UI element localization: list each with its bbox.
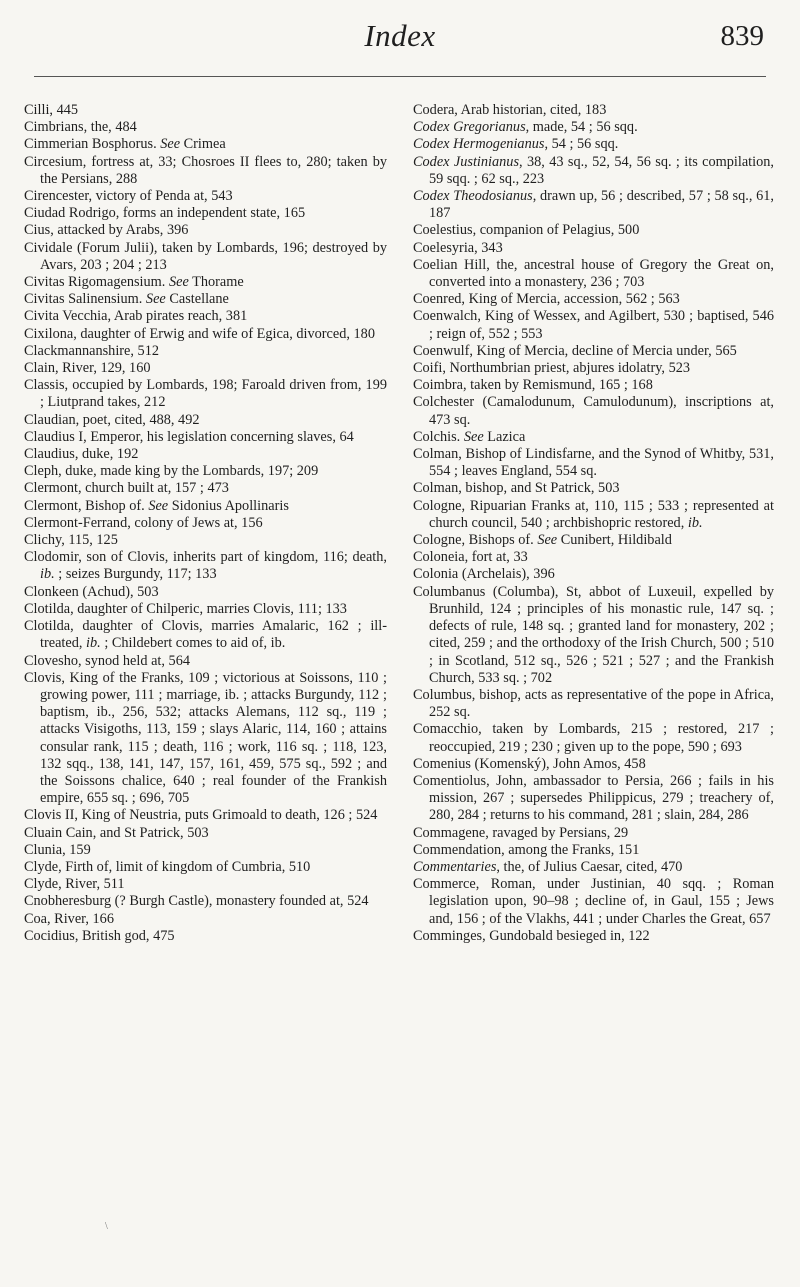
index-entry-text: Clovis II, King of Neustria, puts Grimoald to death, 126 ; 524 [24, 807, 378, 824]
index-entry-text: Codera, Arab historian, cited, 183 [413, 102, 607, 118]
index-entry-text: Coa, River, 166 [24, 910, 114, 927]
index-entry [413, 532, 774, 549]
index-entry [24, 377, 387, 411]
index-entry-text: Colchester (Camalodunum, Camulodunum), inscriptions at, 473 sq. [413, 394, 774, 428]
index-entry-see: ib. [687, 514, 703, 531]
index-entry-text: Comentiolus, John, ambassador to Persia, 266 ; fails in his mission, 267 ; supersedes Philippicus, 279 ; treachery of, 280, 284 ; returns to his command, 281 ; slain, 284, 286 [413, 772, 774, 824]
index-entry-see: See [160, 136, 181, 153]
index-entry-text: , the, of Julius Caesar, cited, 470 [496, 858, 683, 875]
index-entry-text: Lazica [483, 428, 526, 445]
index-entry [413, 136, 774, 153]
index-entry [413, 154, 774, 188]
index-entry [413, 498, 774, 532]
index-entry-text: Colman, bishop, and St Patrick, 503 [413, 480, 620, 497]
index-entry [24, 274, 387, 291]
index-entry [413, 825, 774, 842]
index-entry [413, 584, 774, 687]
index-entry-text: Comminges, Gundobald besieged in, 122 [413, 927, 650, 944]
index-entry [24, 618, 387, 652]
index-entry-text: Cleph, duke, made king by the Lombards, 197; 209 [24, 463, 319, 480]
index-entry-text: , 38, 43 sq., 52, 54, 56 sq. ; its compilation, 59 sqq. ; 62 sq., 223 [429, 153, 774, 187]
index-entry [24, 653, 387, 670]
index-entry-text: ; Childebert comes to aid of, ib. [100, 635, 286, 652]
index-entry [413, 377, 774, 394]
index-entry [24, 842, 387, 859]
index-entry-text: Cilli, 445 [24, 102, 79, 118]
index-entry [24, 326, 387, 343]
index-entry-text: Clodomir, son of Clovis, inherits part of kingdom, 116; death, [24, 549, 387, 566]
index-entry-text: Colchis. [413, 428, 464, 445]
index-entry-text: Thorame [188, 274, 244, 291]
index-entry [413, 308, 774, 342]
index-entry [24, 360, 387, 377]
index-entry [24, 240, 387, 274]
index-entry [24, 911, 387, 928]
index-entry-text: Cixilona, daughter of Erwig and wife of Egica, divorced, 180 [24, 325, 375, 342]
index-entry-text: Clotilda, daughter of Clovis, marries Amalaric, 162 ; ill-treated, [24, 618, 387, 652]
index-entry-title: Codex Hermogenianus [413, 136, 545, 153]
index-entry-text: Claudian, poet, cited, 488, 492 [24, 411, 200, 428]
index-entry-text: ; seizes Burgundy, 117; 133 [54, 566, 217, 583]
index-entry [24, 119, 387, 136]
index-entry [413, 446, 774, 480]
index-entry-text: Cimbrians, the, 484 [24, 119, 137, 136]
index-entry [24, 928, 387, 945]
index-entry-text: Cius, attacked by Arabs, 396 [24, 222, 189, 239]
index-entry [24, 601, 387, 618]
index-entry-text: Claudius I, Emperor, his legislation concerning slaves, 64 [24, 428, 354, 445]
index-entry [24, 412, 387, 429]
index-entry [24, 859, 387, 876]
index-entry-text: Clain, River, 129, 160 [24, 360, 151, 377]
index-entry [24, 291, 387, 308]
index-entry [413, 566, 774, 583]
index-entry [24, 498, 387, 515]
page-header [0, 0, 800, 80]
index-entry-text: Claudius, duke, 192 [24, 446, 139, 463]
index-entry [413, 859, 774, 876]
index-entry [24, 154, 387, 188]
index-entry [24, 515, 387, 532]
index-entry-text: , 54 ; 56 sqq. [544, 136, 619, 153]
index-entry-text: Columbus, bishop, acts as representative of the pope in Africa, 252 sq. [413, 686, 774, 721]
index-entry-text: Clermont, Bishop of. [24, 497, 149, 514]
index-entry [413, 549, 774, 566]
index-entry-text: Coenwulf, King of Mercia, decline of Mercia under, 565 [413, 342, 737, 359]
index-entry-text: Coelian Hill, the, ancestral house of Gregory the Great on, converted into a monastery, 236 ; 703 [413, 256, 774, 291]
index-entry-text: Comacchio, taken by Lombards, 215 ; restored, 217 ; reoccupied, 219 ; 230 ; given up to the pope, 590 ; 693 [413, 721, 774, 755]
index-entry-see: ib. [86, 635, 101, 652]
index-entry-text: Clermont, church built at, 157 ; 473 [24, 480, 229, 497]
index-entry-text: Coifi, Northumbrian priest, abjures idolatry, 523 [413, 360, 691, 377]
index-entry [24, 584, 387, 601]
index-entry [24, 429, 387, 446]
index-entry-text: Comenius (Komenský), John Amos, 458 [413, 755, 646, 772]
index-entry-text: Ciudad Rodrigo, forms an independent state, 165 [24, 205, 306, 222]
index-entry-see: See [463, 428, 484, 445]
index-entry-text: Commagene, ravaged by Persians, 29 [413, 824, 629, 841]
index-entry-text: Civita Vecchia, Arab pirates reach, 381 [24, 308, 248, 325]
index-entry [413, 257, 774, 291]
index-entry [24, 463, 387, 480]
index-entry-text: , made, 54 ; 56 sqq. [525, 119, 638, 136]
index-entry [24, 532, 387, 549]
index-entry-text: Cividale (Forum Julii), taken by Lombards, 196; destroyed by Avars, 203 ; 204 ; 213 [24, 239, 387, 273]
index-entry-text: Sidonius Apollinaris [168, 497, 289, 514]
header-rule [34, 76, 766, 77]
index-entry-text: Cunibert, Hildibald [557, 532, 672, 549]
index-entry-text: Cnobheresburg (? Burgh Castle), monastery founded at, 524 [24, 893, 369, 910]
index-entry [413, 119, 774, 136]
index-entry [24, 205, 387, 222]
index-entry-see: ib. [40, 566, 55, 583]
index-entry [413, 928, 774, 945]
index-entry-title: Codex Justinianus [413, 153, 520, 170]
index-entry-text: Columbanus (Columba), St, abbot of Luxeuil, expelled by Brunhild, 124 ; principles of his monastic rule, 147 sq. ; defects of rule, 148 sq. ; granted land for monastery, 202 ; cited, 259 ; and the orthodoxy of the Irish Church, 500 ; 510 ; in Scotland, 512 sq., 526 ; 521 ; 527 ; and the Frankish Church, 533 sq. ; 702 [413, 583, 774, 686]
index-entry-text: Clonkeen (Achud), 503 [24, 583, 159, 600]
index-column-left [24, 102, 387, 945]
index-entry [24, 136, 387, 153]
index-entry [413, 429, 774, 446]
index-entry-text: Clyde, Firth of, limit of kingdom of Cumbria, 510 [24, 858, 311, 875]
index-entry-text: Civitas Rigomagensium. [24, 274, 169, 291]
index-entry-title: Codex Gregorianus [413, 119, 526, 136]
index-entry-text: Cologne, Ripuarian Franks at, 110, 115 ; 533 ; represented at church council, 540 ; archbishopric restored, [413, 497, 774, 531]
index-entry-text: Clotilda, daughter of Chilperic, marries Clovis, 111; 133 [24, 600, 347, 617]
page-number: 839 [720, 20, 764, 52]
index-entry-see: See [168, 274, 189, 291]
index-entry [24, 807, 387, 824]
index-entry-text: Commendation, among the Franks, 151 [413, 841, 640, 858]
index-entry-text: Coelesyria, 343 [413, 239, 503, 256]
index-entry-text: Clovis, King of the Franks, 109 ; victorious at Soissons, 110 ; growing power, 111 ; marriage, ib. ; attacks Burgundy, 112 ; baptism, ib., 256, 532; attacks Alemans, 112 sq., 119 ; attacks Visigoths, 113, 159 ; slays Alaric, 114, 160 ; attains consular rank, 115 ; death, 116 ; work, 116 sq. ; 118, 123, 132 sqq., 138, 141, 147, 157, 161, 459, 575 sq., 592 ; and the Soissons chalice, 640 ; real founder of the Frankish empire, 655 sq. ; 696, 705 [24, 669, 387, 807]
index-entry [413, 240, 774, 257]
index-entry-text: Clovesho, synod held at, 564 [24, 652, 190, 669]
index-entry-text: Circesium, fortress at, 33; Chosroes II flees to, 280; taken by the Persians, 288 [24, 153, 387, 187]
index-entry-text: Clyde, River, 511 [24, 876, 125, 893]
index-entry-text: , drawn up, 56 ; described, 57 ; 58 sq., 61, 187 [429, 188, 774, 222]
index-entry [413, 360, 774, 377]
index-entry-text: Cluain Cain, and St Patrick, 503 [24, 824, 209, 841]
index-entry [413, 291, 774, 308]
index-entry [413, 343, 774, 360]
index-entry-text: Cirencester, victory of Penda at, 543 [24, 188, 233, 205]
page-speck: \ [105, 1221, 108, 1232]
index-entry [413, 842, 774, 859]
index-entry [413, 222, 774, 239]
index-entry [24, 222, 387, 239]
index-entry-text: Coenred, King of Mercia, accession, 562 ; 563 [413, 291, 680, 308]
index-entry-title: Commentaries [413, 858, 497, 875]
index-entry [24, 876, 387, 893]
running-title: Index [364, 18, 436, 53]
index-entry-text: Castellane [165, 291, 229, 308]
index-entry [24, 480, 387, 497]
index-entry-text: Cologne, Bishops of. [413, 532, 538, 549]
index-entry [413, 721, 774, 755]
index-entry [413, 394, 774, 428]
index-entry-text: Clichy, 115, 125 [24, 532, 118, 549]
index-entry [413, 188, 774, 222]
index-entry [24, 188, 387, 205]
index-entry [24, 343, 387, 360]
index-entry-text: Commerce, Roman, under Justinian, 40 sqq. ; Roman legislation upon, 90–98 ; decline of, in Gaul, 155 ; Jews and, 156 ; of the Vlakhs, 441 ; under Charles the Great, 657 [413, 876, 774, 927]
index-entry [24, 825, 387, 842]
index-entry [413, 756, 774, 773]
index-entry-text: Coimbra, taken by Remismund, 165 ; 168 [413, 377, 653, 394]
index-entry-text: Clackmannanshire, 512 [24, 342, 159, 359]
index-entry-text: Crimea [180, 136, 226, 153]
index-entry-text: Civitas Salinensium. [24, 291, 146, 308]
index-entry-text: Clermont-Ferrand, colony of Jews at, 156 [24, 514, 263, 531]
index-entry-text: Colonia (Archelais), 396 [413, 566, 555, 583]
index-entry-text: Coelestius, companion of Pelagius, 500 [413, 222, 640, 239]
index-entry-text: Coenwalch, King of Wessex, and Agilbert, 530 ; baptised, 546 ; reign of, 552 ; 553 [413, 308, 774, 342]
index-entry [24, 102, 387, 119]
index-entry [24, 308, 387, 325]
index-entry-text: Cocidius, British god, 475 [24, 927, 175, 944]
index-entry [24, 549, 387, 583]
index-entry-text: Clunia, 159 [24, 841, 91, 858]
index-entry [24, 670, 387, 808]
index-entry [24, 446, 387, 463]
index-entry-text: Cimmerian Bosphorus. [24, 136, 161, 153]
index-entry [24, 893, 387, 910]
index-entry-text: Coloneia, fort at, 33 [413, 549, 528, 566]
index-entry-title: Codex Theodosianus [413, 188, 533, 205]
index-entry-see: See [145, 291, 166, 308]
index-entry [413, 876, 774, 928]
index-column-right [413, 102, 774, 945]
index-entry-see: See [537, 532, 558, 549]
index-entry [413, 480, 774, 497]
index-entry-text: Colman, Bishop of Lindisfarne, and the Synod of Whitby, 531, 554 ; leaves England, 554 sq. [413, 446, 774, 480]
index-entry [413, 773, 774, 825]
index-entry [413, 102, 774, 119]
index-entry [413, 687, 774, 721]
index-entry-see: See [148, 497, 169, 514]
index-entry-text: Classis, occupied by Lombards, 198; Faroald driven from, 199 ; Liutprand takes, 212 [24, 377, 387, 411]
